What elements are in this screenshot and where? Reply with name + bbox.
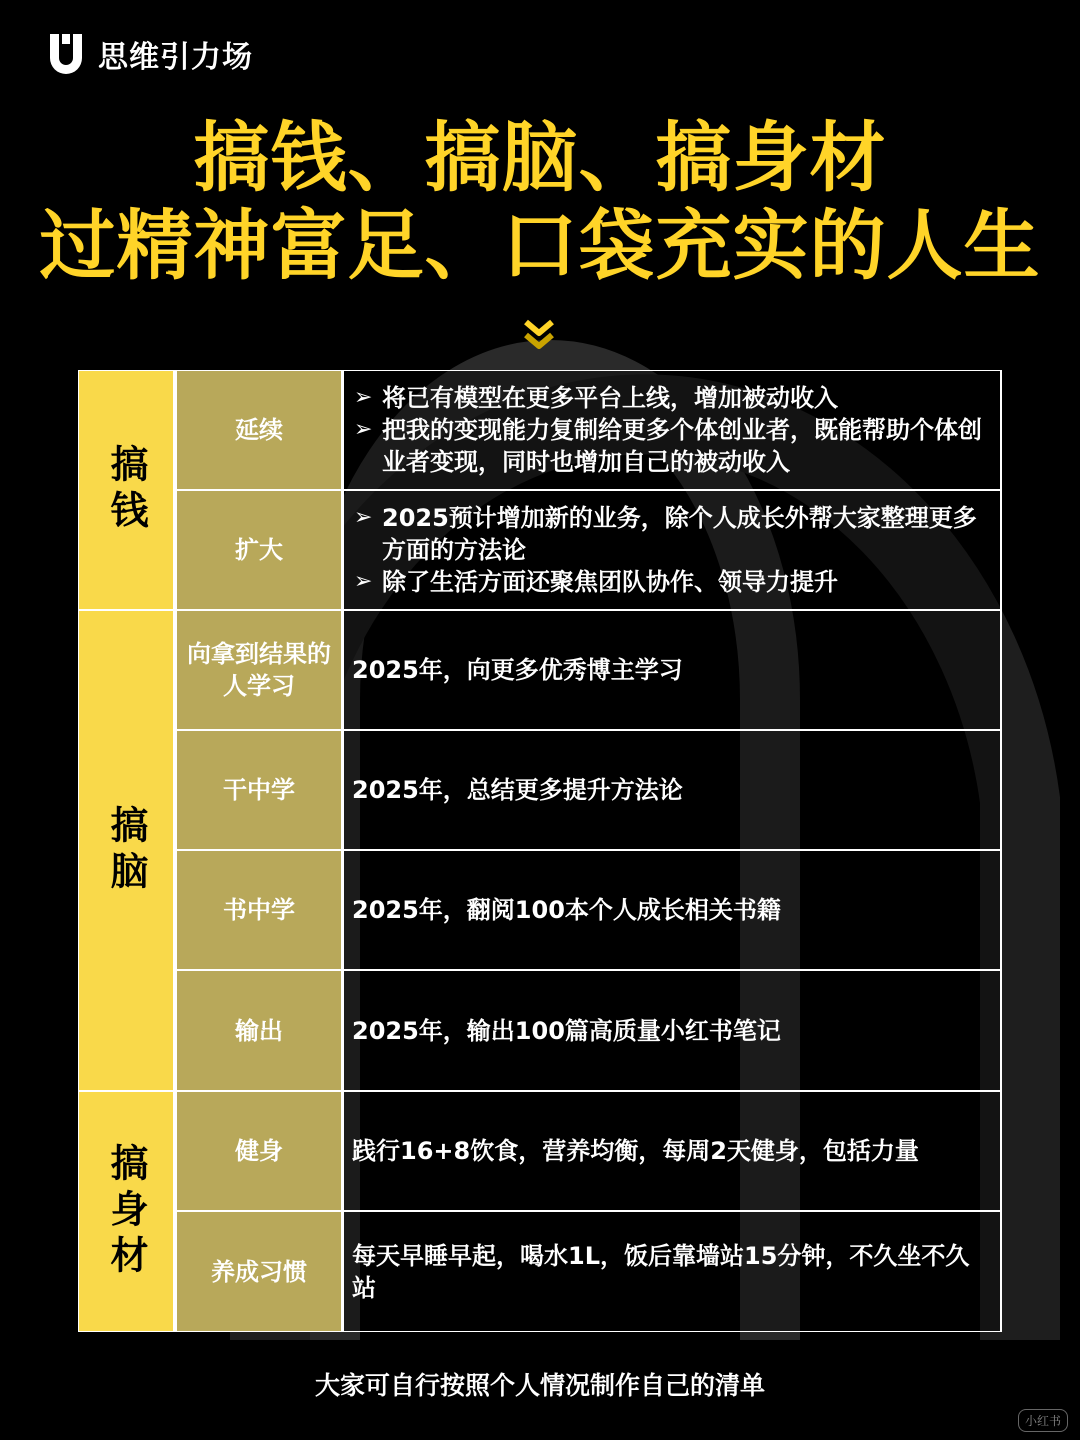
subcategory-cell	[174, 730, 342, 850]
subcategory-label: 向拿到结果的人学习	[187, 640, 331, 700]
bullet-list	[350, 382, 992, 478]
content-cell	[342, 1211, 1002, 1332]
subcategory-cell	[174, 370, 342, 490]
headline-line-1: 搞钱、搞脑、搞身材	[193, 113, 887, 202]
subcategory-cell	[174, 610, 342, 730]
subcategory-cell	[174, 850, 342, 970]
watermark: 小红书	[1018, 1409, 1068, 1432]
bullet-text: 将已有模型在更多平台上线，增加被动收入	[382, 384, 838, 412]
list-item	[350, 502, 992, 566]
bullet-list	[350, 502, 992, 598]
list-item	[350, 414, 992, 478]
content-text: 2025年，总结更多提升方法论	[352, 776, 683, 804]
list-item	[350, 382, 992, 414]
subcategory-cell	[174, 1091, 342, 1211]
content-cell	[342, 850, 1002, 970]
brand-logo	[46, 30, 253, 78]
content-text: 2025年，向更多优秀博主学习	[352, 656, 683, 684]
content-cell	[342, 970, 1002, 1091]
bullet-text: 2025预计增加新的业务，除个人成长外帮大家整理更多方面的方法论	[382, 504, 977, 564]
arrow-bullet-icon: ➢	[354, 385, 373, 410]
u-logo-icon	[46, 32, 86, 76]
category-label: 搞身材	[104, 1142, 148, 1281]
subcategory-label: 书中学	[223, 896, 295, 924]
brand-name: 思维引力场	[98, 40, 253, 75]
arrow-bullet-icon: ➢	[354, 505, 373, 530]
category-brain	[78, 610, 174, 1091]
content-cell	[342, 370, 1002, 490]
subcategory-label: 养成习惯	[211, 1257, 307, 1286]
double-chevron-down-icon	[520, 316, 558, 354]
content-text: 践行16+8饮食，营养均衡，每周2天健身，包括力量	[352, 1137, 919, 1165]
category-label: 搞钱	[104, 444, 148, 536]
bullet-text: 除了生活方面还聚焦团队协作、领导力提升	[382, 568, 838, 596]
subcategory-label: 输出	[235, 1016, 283, 1045]
content-text: 2025年，输出100篇高质量小红书笔记	[352, 1016, 781, 1045]
content-cell	[342, 610, 1002, 730]
footer-note: 大家可自行按照个人情况制作自己的清单	[314, 1371, 765, 1400]
content-text: 每天早睡早起，喝水1L，饭后靠墙站15分钟，不久坐不久站	[352, 1241, 970, 1302]
content-cell	[342, 490, 1002, 610]
headline	[0, 114, 1080, 290]
content-cell	[342, 730, 1002, 850]
list-item	[350, 566, 992, 598]
subcategory-label: 扩大	[235, 536, 283, 564]
content-text: 2025年，翻阅100本个人成长相关书籍	[352, 896, 781, 924]
category-label: 搞脑	[104, 804, 148, 897]
bullet-text: 把我的变现能力复制给更多个体创业者，既能帮助个体创业者变现，同时也增加自己的被动收入	[382, 416, 982, 476]
category-money	[78, 370, 174, 610]
category-body	[78, 1091, 174, 1332]
content-cell	[342, 1091, 1002, 1211]
arrow-bullet-icon: ➢	[354, 417, 373, 442]
subcategory-label: 延续	[235, 416, 283, 444]
arrow-bullet-icon: ➢	[354, 569, 373, 594]
subcategory-label: 健身	[235, 1137, 283, 1165]
subcategory-label: 干中学	[223, 776, 295, 804]
subcategory-cell	[174, 1211, 342, 1332]
subcategory-cell	[174, 490, 342, 610]
subcategory-cell	[174, 970, 342, 1091]
plan-table	[78, 370, 1002, 1332]
headline-line-2: 过精神富足、口袋充实的人生	[39, 201, 1041, 290]
